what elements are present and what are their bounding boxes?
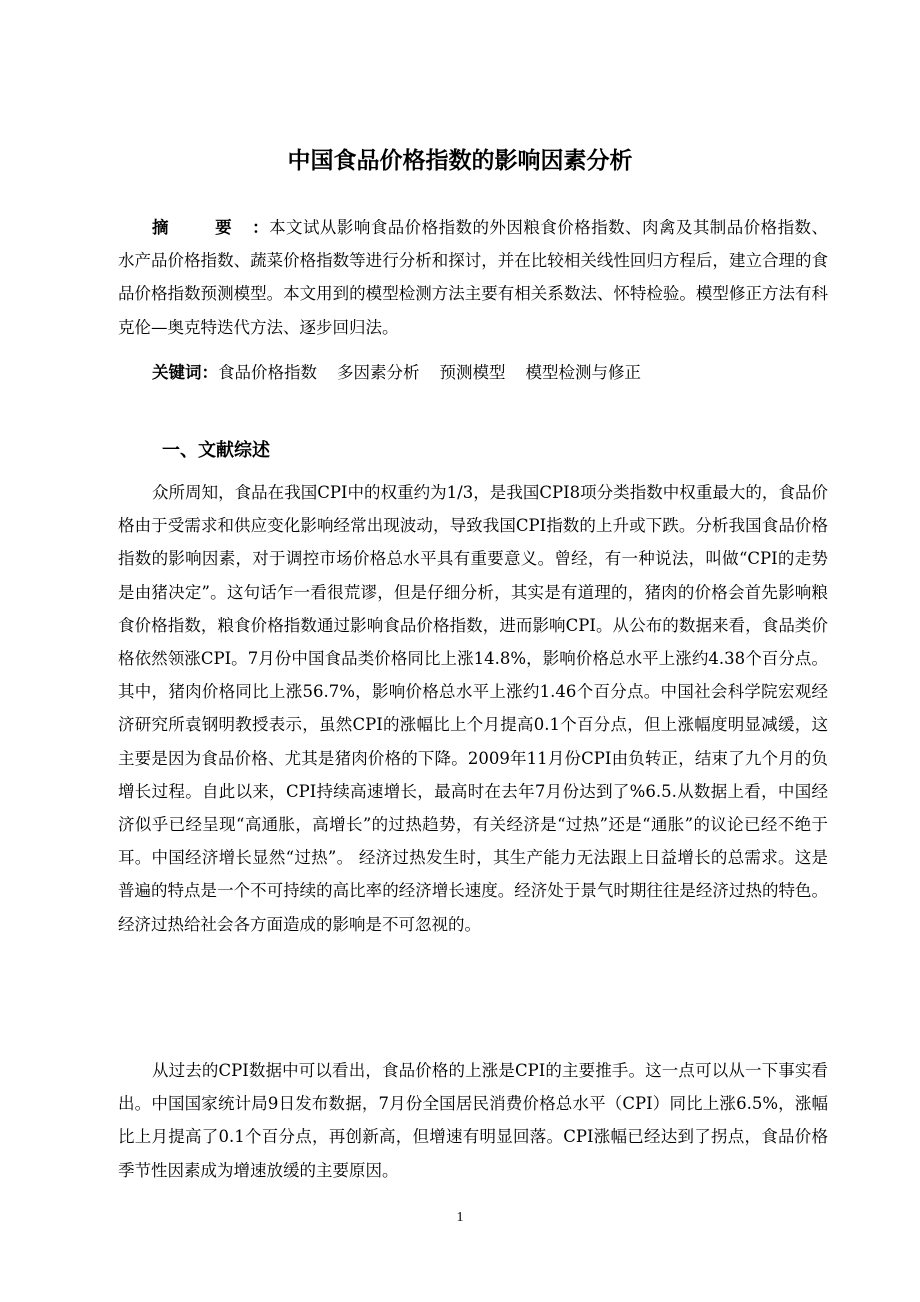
keyword-item: 多因素分析 <box>337 363 420 382</box>
keywords-label: 关键词： <box>152 363 218 382</box>
page-number: 1 <box>456 1210 464 1225</box>
keyword-item: 模型检测与修正 <box>525 363 641 382</box>
keyword-item: 食品价格指数 <box>218 363 317 382</box>
paper-title: 中国食品价格指数的影响因素分析 <box>287 148 633 174</box>
abstract-paragraph <box>118 211 828 344</box>
keyword-item: 预测模型 <box>439 363 506 382</box>
abstract-label: 摘 要： <box>152 218 270 237</box>
body-paragraph-2: 从过去的CPI数据中可以看出，食品价格的上涨是CPI的主要推手。这一点可以从一下事实看出。中国国家统计局9日发布数据，7月份全国居民消费价格总水平（CPI）同比上涨6.5%，涨幅比上月提高了0.1个百分点，再创新高，但增速有明显回落。CPI涨幅已经达到了拐点，食品价格季节性因素成为增速放缓的主要原因。 <box>118 1061 828 1180</box>
section-heading: 一、文献综述 <box>162 440 270 461</box>
body-paragraph-1: 众所周知，食品在我国CPI中的权重约为1/3，是我国CPI8项分类指数中权重最大的，食品价格由于受需求和供应变化影响经常出现波动，导致我国CPI指数的上升或下跌。分析我国食品价格指数的影响因素，对于调控市场价格总水平具有重要意义。曾经，有一种说法，叫做“CPI的走势是由猪决定”。这句话乍一看很荒谬，但是仔细分析，其实是有道理的，猪肉的价格会首先影响粮食价格指数，粮食价格指数通过影响食品价格指数，进而影响CPI。从公布的数据来看，食品类价格依然领涨CPI。7月份中国食品类价格同比上涨14.8%，影响价格总水平上涨约4.38个百分点。其中，猪肉价格同比上涨56.7%，影响价格总水平上涨约1.46个百分点。中国社会科学院宏观经济研究所袁钢明教授表示，虽然CPI的涨幅比上个月提高0.1个百分点，但上涨幅度明显减缓，这主要是因为食品价格、尤其是猪肉价格的下降。2009年11月份CPI由负转正，结束了九个月的负增长过程。自此以来，CPI持续高速增长，最高时在去年7月份达到了%6.5.从数据上看，中国经济似乎已经呈现“高通胀，高增长”的过热趋势，有关经济是“过热”还是“通胀”的议论已经不绝于耳。中国经济增长显然“过热”。 经济过热发生时，其生产能力无法跟上日益增长的总需求。这是普遍的特点是一个不可持续的高比率的经济增长速度。经济处于景气时期往往是经济过热的特色。 经济过热给社会各方面造成的影响是不可忽视的。 <box>118 483 828 934</box>
abstract-text: 本文试从影响食品价格指数的外因粮食价格指数、肉禽及其制品价格指数、水产品价格指数、蔬菜价格指数等进行分析和探讨，并在比较相关线性回归方程后，建立合理的食品价格指数预测模型。本文用到的模型检测方法主要有相关系数法、怀特检验。模型修正方法有科克伦—奥克特迭代方法、逐步回归法。 <box>118 218 829 337</box>
keywords-line <box>118 356 828 389</box>
